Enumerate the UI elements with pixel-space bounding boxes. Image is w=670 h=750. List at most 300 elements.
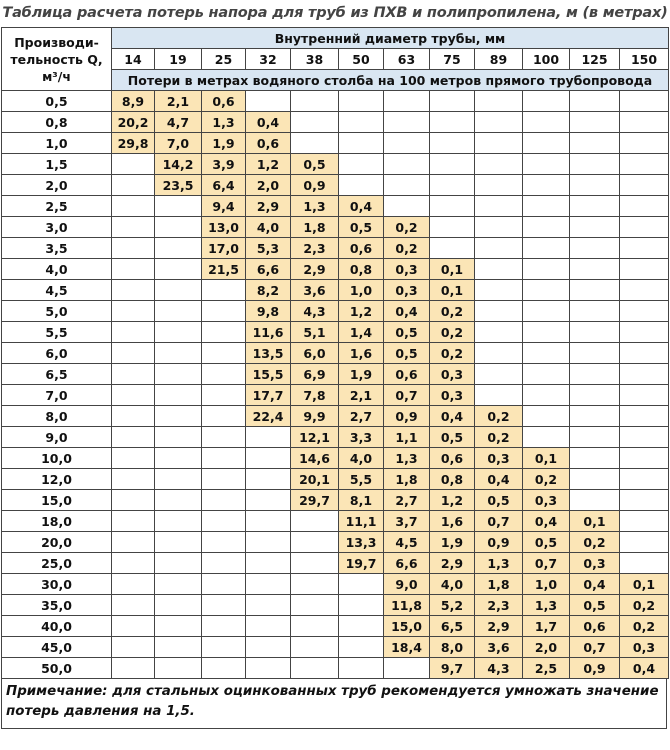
empty-cell <box>570 469 620 490</box>
loss-value-cell: 0,1 <box>430 259 475 280</box>
empty-cell <box>620 385 669 406</box>
empty-cell <box>523 217 570 238</box>
diameter-cell: 89 <box>475 49 523 70</box>
loss-value-cell: 0,3 <box>430 364 475 385</box>
table-row <box>2 91 669 112</box>
loss-value-cell: 1,2 <box>246 154 291 175</box>
loss-value-cell: 0,4 <box>384 301 430 322</box>
loss-value-cell: 2,9 <box>475 616 523 637</box>
empty-cell <box>202 532 246 553</box>
table-row <box>2 343 669 364</box>
flow-rate-cell: 5,0 <box>2 301 112 322</box>
flow-rate-cell: 2,5 <box>2 196 112 217</box>
empty-cell <box>570 406 620 427</box>
empty-cell <box>291 511 339 532</box>
loss-value-cell: 0,9 <box>570 658 620 679</box>
diameter-cell: 100 <box>523 49 570 70</box>
loss-value-cell: 1,9 <box>339 364 384 385</box>
empty-cell <box>202 469 246 490</box>
empty-cell <box>202 490 246 511</box>
empty-cell <box>475 217 523 238</box>
loss-value-cell: 0,3 <box>523 490 570 511</box>
empty-cell <box>430 196 475 217</box>
flow-rate-cell: 25,0 <box>2 553 112 574</box>
loss-value-cell: 0,2 <box>620 595 669 616</box>
table-row <box>2 196 669 217</box>
empty-cell <box>475 175 523 196</box>
table-row <box>2 532 669 553</box>
loss-value-cell: 1,4 <box>339 322 384 343</box>
diameter-cell: 150 <box>620 49 669 70</box>
empty-cell <box>112 280 155 301</box>
empty-cell <box>112 469 155 490</box>
empty-cell <box>246 532 291 553</box>
flow-rate-cell: 6,0 <box>2 343 112 364</box>
table-row <box>2 238 669 259</box>
empty-cell <box>384 196 430 217</box>
empty-cell <box>620 91 669 112</box>
empty-cell <box>202 574 246 595</box>
empty-cell <box>523 385 570 406</box>
empty-cell <box>475 238 523 259</box>
loss-value-cell: 0,3 <box>570 553 620 574</box>
empty-cell <box>384 91 430 112</box>
table-row <box>2 616 669 637</box>
empty-cell <box>155 490 202 511</box>
empty-cell <box>246 511 291 532</box>
empty-cell <box>430 112 475 133</box>
empty-cell <box>384 175 430 196</box>
flow-rate-cell: 20,0 <box>2 532 112 553</box>
loss-value-cell: 0,5 <box>339 217 384 238</box>
loss-value-cell: 4,0 <box>339 448 384 469</box>
empty-cell <box>291 574 339 595</box>
loss-value-cell: 22,4 <box>246 406 291 427</box>
loss-value-cell: 14,6 <box>291 448 339 469</box>
empty-cell <box>570 301 620 322</box>
empty-cell <box>202 322 246 343</box>
empty-cell <box>112 364 155 385</box>
empty-cell <box>430 217 475 238</box>
loss-value-cell: 0,9 <box>291 175 339 196</box>
empty-cell <box>620 217 669 238</box>
empty-cell <box>430 91 475 112</box>
empty-cell <box>523 280 570 301</box>
loss-value-cell: 9,8 <box>246 301 291 322</box>
empty-cell <box>339 574 384 595</box>
diameter-cell: 38 <box>291 49 339 70</box>
loss-value-cell: 0,7 <box>475 511 523 532</box>
empty-cell <box>291 595 339 616</box>
empty-cell <box>246 448 291 469</box>
empty-cell <box>155 385 202 406</box>
loss-value-cell: 17,0 <box>202 238 246 259</box>
empty-cell <box>620 490 669 511</box>
empty-cell <box>291 91 339 112</box>
empty-cell <box>112 532 155 553</box>
empty-cell <box>475 322 523 343</box>
diameter-cell: 32 <box>246 49 291 70</box>
table-row <box>2 217 669 238</box>
loss-value-cell: 13,3 <box>339 532 384 553</box>
empty-cell <box>246 490 291 511</box>
empty-cell <box>155 301 202 322</box>
loss-value-cell: 0,1 <box>523 448 570 469</box>
loss-value-cell: 0,3 <box>430 385 475 406</box>
loss-value-cell: 9,7 <box>430 658 475 679</box>
empty-cell <box>155 448 202 469</box>
table-body <box>2 91 669 679</box>
table-row <box>2 637 669 658</box>
empty-cell <box>523 154 570 175</box>
loss-value-cell: 8,2 <box>246 280 291 301</box>
empty-cell <box>475 301 523 322</box>
loss-value-cell: 1,7 <box>523 616 570 637</box>
diameter-cell: 19 <box>155 49 202 70</box>
empty-cell <box>475 343 523 364</box>
flow-rate-cell: 30,0 <box>2 574 112 595</box>
empty-cell <box>112 301 155 322</box>
loss-value-cell: 1,2 <box>339 301 384 322</box>
diameter-cell: 75 <box>430 49 475 70</box>
loss-value-cell: 0,6 <box>430 448 475 469</box>
empty-cell <box>291 658 339 679</box>
empty-cell <box>523 322 570 343</box>
loss-value-cell: 0,8 <box>430 469 475 490</box>
empty-cell <box>112 406 155 427</box>
empty-cell <box>155 217 202 238</box>
table-row <box>2 154 669 175</box>
flow-rate-cell: 15,0 <box>2 490 112 511</box>
loss-value-cell: 11,8 <box>384 595 430 616</box>
loss-value-cell: 6,9 <box>291 364 339 385</box>
flow-rate-cell: 4,0 <box>2 259 112 280</box>
empty-cell <box>246 427 291 448</box>
empty-cell <box>155 511 202 532</box>
empty-cell <box>620 154 669 175</box>
table-row <box>2 280 669 301</box>
loss-value-cell: 15,5 <box>246 364 291 385</box>
empty-cell <box>384 154 430 175</box>
loss-value-cell: 7,0 <box>155 133 202 154</box>
empty-cell <box>155 574 202 595</box>
empty-cell <box>291 616 339 637</box>
empty-cell <box>570 238 620 259</box>
loss-value-cell: 0,7 <box>384 385 430 406</box>
empty-cell <box>570 259 620 280</box>
diameter-cell: 25 <box>202 49 246 70</box>
empty-cell <box>246 595 291 616</box>
empty-cell <box>246 616 291 637</box>
loss-value-cell: 0,9 <box>475 532 523 553</box>
loss-value-cell: 11,1 <box>339 511 384 532</box>
empty-cell <box>384 133 430 154</box>
loss-value-cell: 12,1 <box>291 427 339 448</box>
empty-cell <box>155 406 202 427</box>
empty-cell <box>523 259 570 280</box>
empty-cell <box>570 427 620 448</box>
empty-cell <box>475 196 523 217</box>
table-row <box>2 490 669 511</box>
empty-cell <box>620 343 669 364</box>
table-row <box>2 133 669 154</box>
note: Примечание: для стальных оцинкованных труб рекомендуется умножать значение потерь давления на 1,5. <box>1 679 667 729</box>
empty-cell <box>620 469 669 490</box>
flow-rate-cell: 1,0 <box>2 133 112 154</box>
empty-cell <box>620 322 669 343</box>
empty-cell <box>155 616 202 637</box>
empty-cell <box>202 511 246 532</box>
loss-value-cell: 19,7 <box>339 553 384 574</box>
loss-value-cell: 2,0 <box>523 637 570 658</box>
empty-cell <box>112 553 155 574</box>
table-row <box>2 511 669 532</box>
empty-cell <box>570 385 620 406</box>
loss-value-cell: 0,4 <box>246 112 291 133</box>
loss-value-cell: 3,3 <box>339 427 384 448</box>
empty-cell <box>155 238 202 259</box>
loss-value-cell: 1,8 <box>475 574 523 595</box>
empty-cell <box>620 133 669 154</box>
flow-rate-cell: 12,0 <box>2 469 112 490</box>
empty-cell <box>291 133 339 154</box>
loss-value-cell: 5,1 <box>291 322 339 343</box>
loss-value-cell: 4,3 <box>475 658 523 679</box>
empty-cell <box>246 553 291 574</box>
empty-cell <box>570 91 620 112</box>
empty-cell <box>523 343 570 364</box>
loss-value-cell: 1,3 <box>202 112 246 133</box>
loss-value-cell: 2,9 <box>291 259 339 280</box>
loss-value-cell: 2,0 <box>246 175 291 196</box>
loss-value-cell: 0,2 <box>570 532 620 553</box>
empty-cell <box>202 616 246 637</box>
table-row <box>2 553 669 574</box>
loss-value-cell: 4,5 <box>384 532 430 553</box>
loss-value-cell: 1,8 <box>291 217 339 238</box>
loss-value-cell: 0,5 <box>384 322 430 343</box>
empty-cell <box>475 364 523 385</box>
loss-value-cell: 11,6 <box>246 322 291 343</box>
diameter-cell: 50 <box>339 49 384 70</box>
head-loss-table <box>1 27 669 679</box>
empty-cell <box>112 217 155 238</box>
loss-value-cell: 5,2 <box>430 595 475 616</box>
loss-value-cell: 9,4 <box>202 196 246 217</box>
empty-cell <box>202 406 246 427</box>
loss-value-cell: 0,1 <box>570 511 620 532</box>
flow-rate-cell: 5,5 <box>2 322 112 343</box>
empty-cell <box>246 574 291 595</box>
loss-value-cell: 0,3 <box>384 280 430 301</box>
loss-value-cell: 2,9 <box>246 196 291 217</box>
loss-value-cell: 4,3 <box>291 301 339 322</box>
empty-cell <box>112 322 155 343</box>
loss-value-cell: 0,4 <box>475 469 523 490</box>
empty-cell <box>620 238 669 259</box>
empty-cell <box>570 175 620 196</box>
loss-value-cell: 6,6 <box>246 259 291 280</box>
loss-value-cell: 1,1 <box>384 427 430 448</box>
empty-cell <box>112 595 155 616</box>
flow-rate-cell: 1,5 <box>2 154 112 175</box>
empty-cell <box>620 280 669 301</box>
loss-value-cell: 0,5 <box>430 427 475 448</box>
empty-cell <box>339 175 384 196</box>
loss-value-cell: 1,6 <box>339 343 384 364</box>
diameter-cell: 63 <box>384 49 430 70</box>
loss-value-cell: 0,7 <box>570 637 620 658</box>
table-row <box>2 112 669 133</box>
empty-cell <box>339 91 384 112</box>
loss-value-cell: 0,6 <box>202 91 246 112</box>
empty-cell <box>246 469 291 490</box>
empty-cell <box>155 469 202 490</box>
empty-cell <box>523 406 570 427</box>
empty-cell <box>384 658 430 679</box>
empty-cell <box>523 364 570 385</box>
loss-value-cell: 0,9 <box>384 406 430 427</box>
empty-cell <box>570 133 620 154</box>
empty-cell <box>620 301 669 322</box>
diameter-header: Внутренний диаметр трубы, мм <box>112 28 669 49</box>
empty-cell <box>112 238 155 259</box>
empty-cell <box>202 658 246 679</box>
loss-value-cell: 0,2 <box>475 406 523 427</box>
empty-cell <box>570 490 620 511</box>
empty-cell <box>430 133 475 154</box>
loss-value-cell: 5,5 <box>339 469 384 490</box>
empty-cell <box>202 280 246 301</box>
empty-cell <box>291 532 339 553</box>
loss-value-cell: 13,5 <box>246 343 291 364</box>
empty-cell <box>246 637 291 658</box>
loss-value-cell: 14,2 <box>155 154 202 175</box>
empty-cell <box>339 595 384 616</box>
table-row <box>2 448 669 469</box>
loss-value-cell: 0,2 <box>430 301 475 322</box>
loss-value-cell: 8,9 <box>112 91 155 112</box>
empty-cell <box>384 112 430 133</box>
loss-value-cell: 0,6 <box>570 616 620 637</box>
loss-value-cell: 0,6 <box>384 364 430 385</box>
empty-cell <box>620 553 669 574</box>
loss-value-cell: 0,5 <box>570 595 620 616</box>
table-row <box>2 385 669 406</box>
loss-value-cell: 0,8 <box>339 259 384 280</box>
empty-cell <box>523 175 570 196</box>
empty-cell <box>475 280 523 301</box>
loss-value-cell: 0,5 <box>475 490 523 511</box>
loss-value-cell: 0,6 <box>339 238 384 259</box>
empty-cell <box>620 427 669 448</box>
empty-cell <box>112 637 155 658</box>
empty-cell <box>620 532 669 553</box>
loss-value-cell: 29,7 <box>291 490 339 511</box>
empty-cell <box>430 154 475 175</box>
loss-value-cell: 1,0 <box>523 574 570 595</box>
loss-value-cell: 4,0 <box>246 217 291 238</box>
table-row <box>2 406 669 427</box>
empty-cell <box>523 301 570 322</box>
loss-value-cell: 1,9 <box>430 532 475 553</box>
loss-value-cell: 15,0 <box>384 616 430 637</box>
empty-cell <box>112 385 155 406</box>
loss-value-cell: 4,7 <box>155 112 202 133</box>
empty-cell <box>430 238 475 259</box>
loss-value-cell: 0,5 <box>384 343 430 364</box>
empty-cell <box>523 427 570 448</box>
loss-value-cell: 4,0 <box>430 574 475 595</box>
loss-value-cell: 0,1 <box>430 280 475 301</box>
loss-value-cell: 0,4 <box>620 658 669 679</box>
loss-value-cell: 0,4 <box>523 511 570 532</box>
loss-value-cell: 0,4 <box>430 406 475 427</box>
loss-value-cell: 0,7 <box>523 553 570 574</box>
empty-cell <box>202 343 246 364</box>
empty-cell <box>112 427 155 448</box>
empty-cell <box>202 637 246 658</box>
empty-cell <box>523 91 570 112</box>
flow-rate-cell: 4,5 <box>2 280 112 301</box>
flow-rate-header-line-2: тельность Q, <box>10 51 103 67</box>
empty-cell <box>112 175 155 196</box>
loss-value-cell: 3,6 <box>475 637 523 658</box>
empty-cell <box>112 574 155 595</box>
flow-rate-cell: 3,0 <box>2 217 112 238</box>
loss-value-cell: 1,6 <box>430 511 475 532</box>
flow-rate-cell: 2,0 <box>2 175 112 196</box>
loss-value-cell: 21,5 <box>202 259 246 280</box>
loss-value-cell: 0,2 <box>384 217 430 238</box>
loss-value-cell: 18,4 <box>384 637 430 658</box>
empty-cell <box>155 658 202 679</box>
empty-cell <box>202 427 246 448</box>
empty-cell <box>475 133 523 154</box>
empty-cell <box>202 448 246 469</box>
loss-value-cell: 2,5 <box>523 658 570 679</box>
empty-cell <box>246 91 291 112</box>
loss-value-cell: 1,2 <box>430 490 475 511</box>
loss-value-cell: 5,3 <box>246 238 291 259</box>
loss-value-cell: 20,2 <box>112 112 155 133</box>
loss-value-cell: 0,3 <box>620 637 669 658</box>
table-row <box>2 427 669 448</box>
empty-cell <box>570 322 620 343</box>
loss-value-cell: 29,8 <box>112 133 155 154</box>
empty-cell <box>112 490 155 511</box>
empty-cell <box>570 196 620 217</box>
loss-value-cell: 0,3 <box>475 448 523 469</box>
loss-value-cell: 0,4 <box>570 574 620 595</box>
empty-cell <box>523 196 570 217</box>
empty-cell <box>155 280 202 301</box>
table-row <box>2 259 669 280</box>
empty-cell <box>155 196 202 217</box>
empty-cell <box>155 553 202 574</box>
loss-value-cell: 2,3 <box>291 238 339 259</box>
loss-value-cell: 13,0 <box>202 217 246 238</box>
empty-cell <box>202 385 246 406</box>
loss-value-cell: 1,3 <box>384 448 430 469</box>
loss-value-cell: 0,1 <box>620 574 669 595</box>
empty-cell <box>620 196 669 217</box>
empty-cell <box>620 448 669 469</box>
table-row <box>2 658 669 679</box>
empty-cell <box>112 511 155 532</box>
flow-rate-cell: 35,0 <box>2 595 112 616</box>
loss-header: Потери в метрах водяного столба на 100 метров прямого трубопровода <box>112 70 669 91</box>
